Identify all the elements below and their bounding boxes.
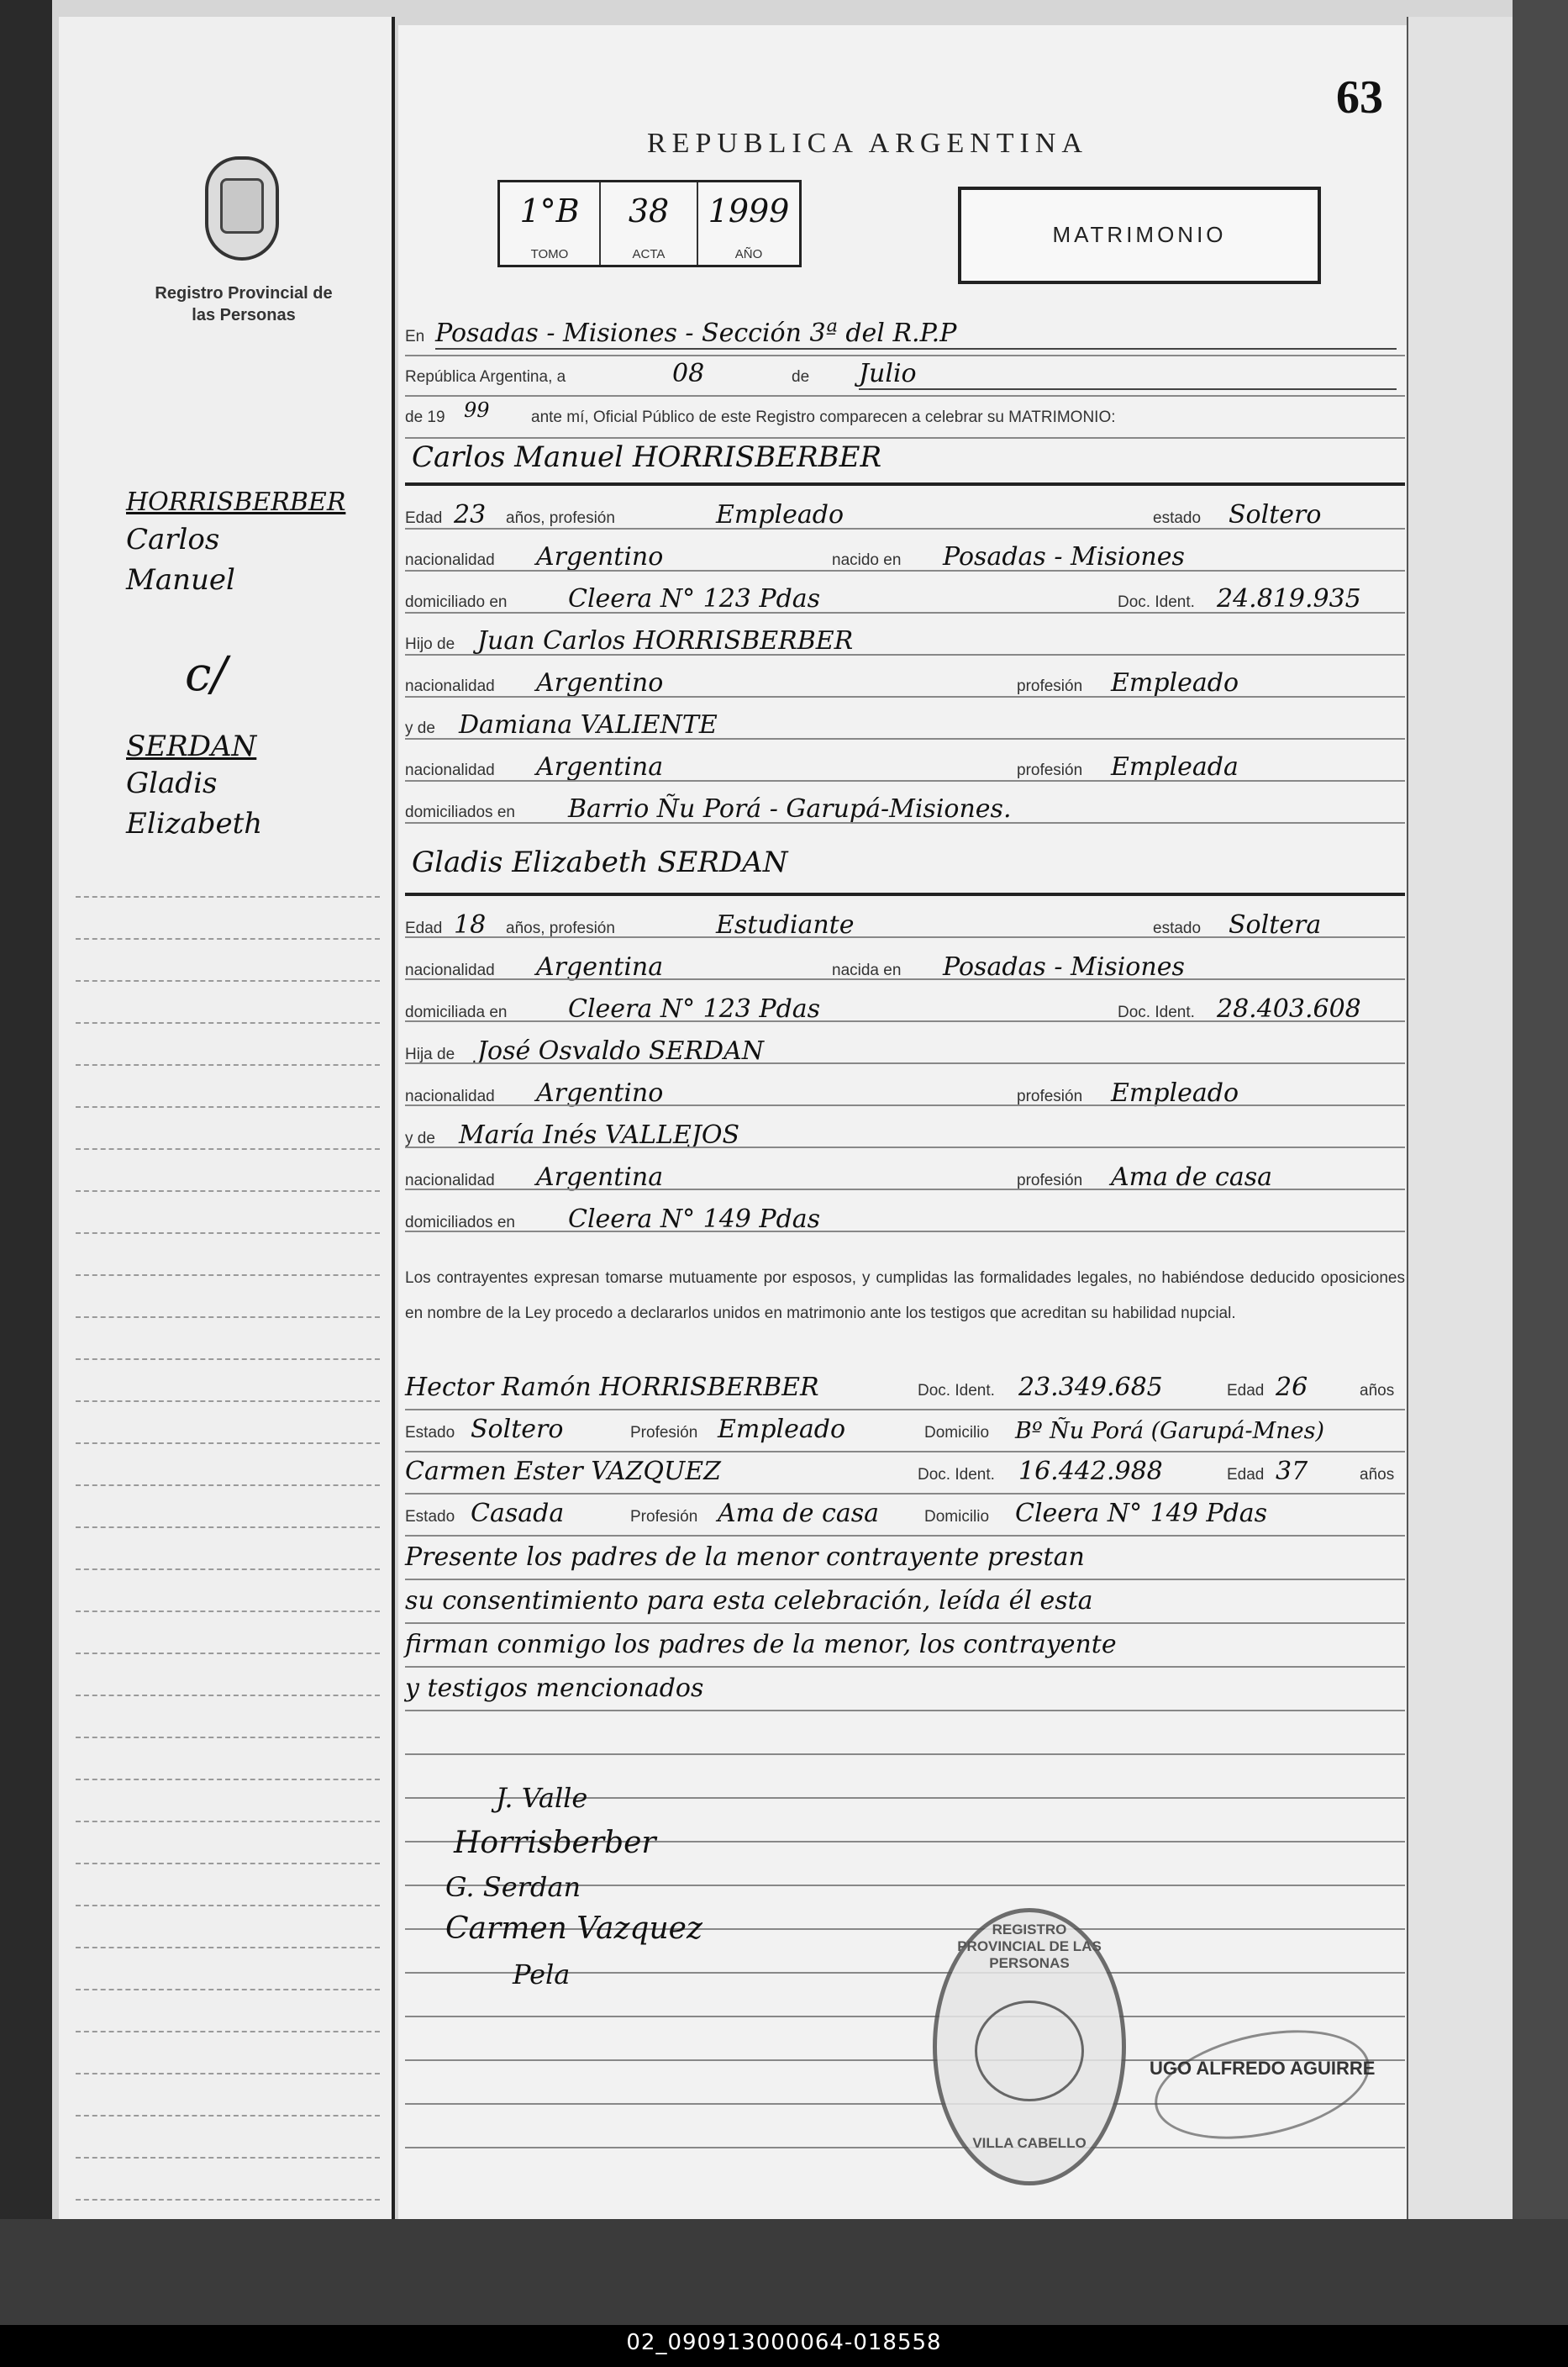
record-reference-box: [497, 180, 802, 267]
ref-ano-label: AÑO: [734, 247, 763, 261]
ruled-line: [405, 1622, 1405, 1624]
witness-1-age: 26: [1276, 1373, 1308, 1402]
profesion-label: profesión: [1017, 677, 1083, 695]
stub-bride-given-1: Gladis: [126, 767, 218, 800]
republica-label: República Argentina, a: [405, 368, 566, 386]
groom-doc-number: 24.819.935: [1217, 584, 1361, 614]
bride-marital-status: Soltera: [1229, 910, 1322, 940]
groom-address: Cleera N° 123 Pdas: [568, 584, 821, 614]
witness-2-age: 37: [1276, 1457, 1308, 1486]
bottom-shadow: [0, 2219, 1568, 2328]
bride-mother-row: [405, 1113, 1405, 1155]
remarks-line: [405, 1535, 1405, 1577]
registry-place: Posadas - Misiones - Sección 3ª del R.P.P: [435, 319, 957, 348]
bride-father-profession: Empleado: [1111, 1078, 1239, 1108]
estado-label: estado: [1153, 920, 1202, 937]
stub-ruled-line: [76, 1779, 380, 1780]
witness-1-details-row: [405, 1407, 1405, 1449]
intro-place-row: [405, 311, 1405, 353]
signature-1: J. Valle: [496, 1782, 588, 1814]
estado-label: Estado: [405, 1424, 455, 1442]
bride-age-row: [405, 903, 1405, 945]
bride-name-row: [405, 839, 1405, 884]
groom-marital-status: Soltero: [1229, 500, 1322, 530]
binding-shadow: [0, 0, 52, 2269]
bride-father-row: [405, 1029, 1405, 1071]
signature-4: Carmen Vazquez: [445, 1911, 702, 1946]
ruled-line: [405, 612, 1405, 614]
groom-father-profession: Empleado: [1111, 668, 1239, 698]
bride-parents-address: Cleera N° 149 Pdas: [568, 1205, 821, 1234]
remarks-line: [405, 1579, 1405, 1621]
ruled-line: [405, 1535, 1405, 1537]
ruled-line: [405, 2147, 1405, 2148]
groom-birthplace: Posadas - Misiones: [943, 542, 1185, 572]
witness-2-name: Carmen Ester VAZQUEZ: [405, 1457, 721, 1486]
page-edge-shadow: [1513, 0, 1568, 2219]
stub-ruled-line: [76, 1106, 380, 1108]
scan-id: 02_090913000064-018558: [626, 2330, 942, 2355]
domiciliada-label: domiciliada en: [405, 1004, 508, 1021]
witness-1-profession: Empleado: [718, 1415, 846, 1444]
witness-2-address: Cleera N° 149 Pdas: [1015, 1499, 1268, 1528]
domiciliado-label: domiciliado en: [405, 593, 508, 611]
ruled-line: [405, 1579, 1405, 1580]
remarks-line-4: y testigos mencionados: [405, 1674, 704, 1703]
stub-ruled-line: [76, 1863, 380, 1864]
stub-groom-given-1: Carlos: [126, 523, 220, 556]
profesion-label: profesión: [1017, 762, 1083, 779]
stub-bride-given-2: Elizabeth: [126, 807, 263, 841]
profesion-label: Profesión: [630, 1424, 698, 1442]
anos-label: años: [1360, 1382, 1395, 1400]
bride-age: 18: [454, 910, 487, 940]
stub-ruled-line: [76, 1611, 380, 1612]
bride-mother-profession: Ama de casa: [1111, 1162, 1272, 1192]
bride-mother-name: María Inés VALLEJOS: [459, 1120, 740, 1150]
ruled-line: [405, 1147, 1405, 1148]
profesion-label: profesión: [1017, 1088, 1083, 1105]
ruled-line: [405, 822, 1405, 824]
ref-tomo-value: 1°B: [519, 192, 580, 229]
ruled-line: [405, 978, 1405, 980]
ref-acta-cell: [601, 182, 698, 265]
ref-tomo-label: TOMO: [530, 247, 569, 261]
signature-block: [420, 1715, 723, 2017]
ruled-line: [405, 395, 1405, 397]
witness-2-profession: Ama de casa: [718, 1499, 879, 1528]
stub-ruled-line: [76, 1737, 380, 1738]
profesion-label: Profesión: [630, 1508, 698, 1526]
nacionalidad-label: nacionalidad: [405, 677, 495, 695]
domicilio-label: Domicilio: [924, 1508, 990, 1526]
stub-ruled-line: [76, 1821, 380, 1822]
domiciliados-label: domiciliados en: [405, 804, 515, 821]
stamp-text: REGISTRO PROVINCIAL DE LAS PERSONAS: [957, 1922, 1102, 1971]
ruled-line: [405, 1231, 1405, 1232]
bride-father-details-row: [405, 1071, 1405, 1113]
nacionalidad-label: nacionalidad: [405, 962, 495, 979]
witness-1-address: Bº Ñu Porá (Garupá-Mnes): [1015, 1418, 1325, 1444]
edad-label: Edad: [1227, 1466, 1265, 1484]
legal-declaration: Los contrayentes expresan tomarse mutuamente por esposos, y cumplidas las formalidades legales, no habiéndose deducido oposiciones en nombre de la Ley procedo a declararlos unidos en matrimonio ante los testigos que acreditan su habilidad nupcial.: [405, 1269, 1405, 1322]
stub-ruled-line: [76, 1148, 380, 1150]
witness-1-status: Soltero: [471, 1415, 564, 1444]
marriage-day: 08: [672, 359, 705, 388]
country-heading: REPUBLICA ARGENTINA: [647, 128, 1088, 159]
edad-label: Edad: [405, 509, 443, 527]
ruled-line: [405, 1104, 1405, 1106]
seal-shield-icon: [220, 178, 264, 234]
section-divider: [405, 893, 1405, 896]
stamp-place: VILLA CABELLO: [972, 2135, 1087, 2151]
groom-mother-name: Damiana VALIENTE: [459, 710, 718, 740]
y-de-label: y de: [405, 1130, 435, 1147]
witness-2-doc: 16.442.988: [1018, 1457, 1163, 1486]
hijo-label: Hijo de: [405, 635, 455, 653]
witness-2-status: Casada: [471, 1499, 565, 1528]
ruled-line: [405, 1020, 1405, 1022]
doc-ident-label: Doc. Ident.: [918, 1382, 995, 1400]
ruled-line: [405, 1710, 1405, 1711]
profesion-label: años, profesión: [506, 509, 615, 527]
nacionalidad-label: nacionalidad: [405, 551, 495, 569]
remarks-line-1: Presente los padres de la menor contrayente prestan: [405, 1542, 1085, 1572]
estado-label: estado: [1153, 509, 1202, 527]
stub-ruled-line: [76, 1989, 380, 1990]
stub-ruled-line: [76, 1653, 380, 1654]
ref-ano-value: 1999: [708, 192, 790, 229]
stub-ruled-line: [76, 1947, 380, 1948]
bride-nationality: Argentina: [536, 952, 664, 982]
de-label: de: [792, 368, 810, 386]
ref-tomo-cell: [500, 182, 601, 265]
signature-3: G. Serdan: [445, 1871, 581, 1903]
bride-nationality-row: [405, 945, 1405, 987]
stub-ruled-line: [76, 1568, 380, 1570]
year-prefix: de 19: [405, 409, 445, 426]
profesion-label: profesión: [1017, 1172, 1083, 1189]
groom-age: 23: [454, 500, 487, 530]
groom-mother-nationality: Argentina: [536, 752, 664, 782]
stub-ruled-line: [76, 1274, 380, 1276]
stub-ruled-line: [76, 938, 380, 940]
section-divider: [405, 482, 1405, 486]
document-type: MATRIMONIO: [1052, 222, 1227, 247]
stub-groom-given-2: Manuel: [126, 563, 235, 597]
ruled-line: [405, 936, 1405, 938]
ruled-line: [405, 696, 1405, 698]
ruled-line: [405, 1409, 1405, 1410]
ruled-line: [405, 1493, 1405, 1495]
ruled-line: [405, 1451, 1405, 1452]
groom-father-nationality: Argentino: [536, 668, 664, 698]
ref-acta-label: ACTA: [632, 247, 666, 261]
stub-ruled-line: [76, 2157, 380, 2159]
remarks-line: [405, 1666, 1405, 1708]
remarks-line-2: su consentimiento para esta celebración, leída él esta: [405, 1586, 1093, 1616]
stub-ruled-line: [76, 1358, 380, 1360]
hija-label: Hija de: [405, 1046, 455, 1063]
groom-name-row: [405, 434, 1405, 479]
page-number: 63: [1336, 71, 1383, 124]
domiciliados-label: domiciliados en: [405, 1214, 515, 1231]
stub-ruled-line: [76, 980, 380, 982]
signature-2: Horrisberber: [454, 1826, 656, 1860]
stub-ruled-line: [76, 1190, 380, 1192]
bride-mother-nationality: Argentina: [536, 1162, 664, 1192]
stub-ruled-line: [76, 1022, 380, 1024]
doc-ident-label: Doc. Ident.: [918, 1466, 995, 1484]
bride-address: Cleera N° 123 Pdas: [568, 994, 821, 1024]
edad-label: Edad: [405, 920, 443, 937]
remarks-line-3: firman conmigo los padres de la menor, los contrayente: [405, 1630, 1117, 1659]
bride-profession: Estudiante: [716, 910, 855, 940]
stub-ruled-line: [76, 1232, 380, 1234]
witness-1-name: Hector Ramón HORRISBERBER: [405, 1373, 819, 1402]
bride-birthplace: Posadas - Misiones: [943, 952, 1185, 982]
groom-father-name: Juan Carlos HORRISBERBER: [477, 626, 854, 656]
bride-parents-address-row: [405, 1197, 1405, 1239]
nacida-label: nacida en: [832, 962, 902, 979]
bride-mother-details-row: [405, 1155, 1405, 1197]
ruled-line: [405, 355, 1405, 356]
groom-parents-address: Barrio Ñu Porá - Garupá-Misiones.: [568, 794, 1012, 824]
estado-label: Estado: [405, 1508, 455, 1526]
bride-full-name: Gladis Elizabeth SERDAN: [412, 846, 788, 879]
stub-groom-surname: HORRISBERBER: [126, 488, 346, 517]
doc-ident-label: Doc. Ident.: [1118, 1004, 1195, 1021]
ruled-line: [405, 1666, 1405, 1668]
stamp-emblem-icon: [975, 2001, 1084, 2101]
marriage-month: Julio: [859, 359, 917, 388]
stub-ruled-line: [76, 896, 380, 898]
stub-ruled-line: [76, 1400, 380, 1402]
stub-bride-surname: SERDAN: [126, 730, 257, 763]
ruled-line: [405, 654, 1405, 656]
right-margin-strip: [1407, 17, 1513, 2219]
signature-5: Pela: [513, 1958, 571, 1990]
stub-page: [59, 17, 395, 2219]
official-name: UGO ALFREDO AGUIRRE: [1150, 2058, 1376, 2079]
stub-connector: c/: [185, 647, 228, 702]
stub-ruled-line: [76, 2073, 380, 2074]
edad-label: Edad: [1227, 1382, 1265, 1400]
groom-nationality: Argentino: [536, 542, 664, 572]
ante-text: ante mí, Oficial Público de este Registro comparecen a celebrar su MATRIMONIO:: [531, 409, 1116, 426]
stub-ruled-line: [76, 1526, 380, 1528]
domicilio-label: Domicilio: [924, 1424, 990, 1442]
groom-profession: Empleado: [716, 500, 845, 530]
registry-label: Registro Provincial de las Personas: [155, 284, 333, 324]
remarks-line: [405, 1622, 1405, 1664]
nacionalidad-label: nacionalidad: [405, 762, 495, 779]
ruled-line: [405, 528, 1405, 530]
marriage-year-suffix: 99: [464, 398, 490, 422]
stub-ruled-line: [76, 1442, 380, 1444]
groom-mother-profession: Empleada: [1111, 752, 1239, 782]
ruled-line: [405, 780, 1405, 782]
stub-ruled-line: [76, 2031, 380, 2032]
bride-father-nationality: Argentino: [536, 1078, 664, 1108]
anos-label: años: [1360, 1466, 1395, 1484]
y-de-label: y de: [405, 720, 435, 737]
stub-ruled-line: [76, 1905, 380, 1906]
ref-ano-cell: [698, 182, 799, 265]
fill-line: [859, 388, 1397, 390]
nacionalidad-label: nacionalidad: [405, 1088, 495, 1105]
stub-ruled-line: [76, 2199, 380, 2201]
ref-acta-value: 38: [628, 192, 670, 229]
fill-line: [435, 348, 1397, 350]
witness-1-row: [405, 1365, 1405, 1407]
stub-ruled-line: [76, 1316, 380, 1318]
doc-ident-label: Doc. Ident.: [1118, 593, 1195, 611]
groom-full-name: Carlos Manuel HORRISBERBER: [412, 440, 882, 474]
stub-ruled-line: [76, 2115, 380, 2117]
ruled-line: [405, 738, 1405, 740]
intro-year-row: [405, 392, 1405, 434]
stub-ruled-line: [76, 1484, 380, 1486]
ruled-line: [405, 1189, 1405, 1190]
witness-1-doc: 23.349.685: [1018, 1373, 1163, 1402]
bride-address-row: [405, 987, 1405, 1029]
stub-ruled-line: [76, 1064, 380, 1066]
profesion-label: años, profesión: [506, 920, 615, 937]
ruled-line: [405, 437, 1405, 439]
ruled-line: [405, 570, 1405, 572]
bride-doc-number: 28.403.608: [1217, 994, 1361, 1024]
ruled-line: [405, 1062, 1405, 1064]
nacido-label: nacido en: [832, 551, 902, 569]
en-label: En: [405, 328, 425, 345]
intro-date-row: [405, 351, 1405, 393]
stub-ruled-line: [76, 1695, 380, 1696]
witness-2-row: [405, 1449, 1405, 1491]
witness-2-details-row: [405, 1491, 1405, 1533]
bride-father-name: José Osvaldo SERDAN: [477, 1036, 765, 1066]
nacionalidad-label: nacionalidad: [405, 1172, 495, 1189]
